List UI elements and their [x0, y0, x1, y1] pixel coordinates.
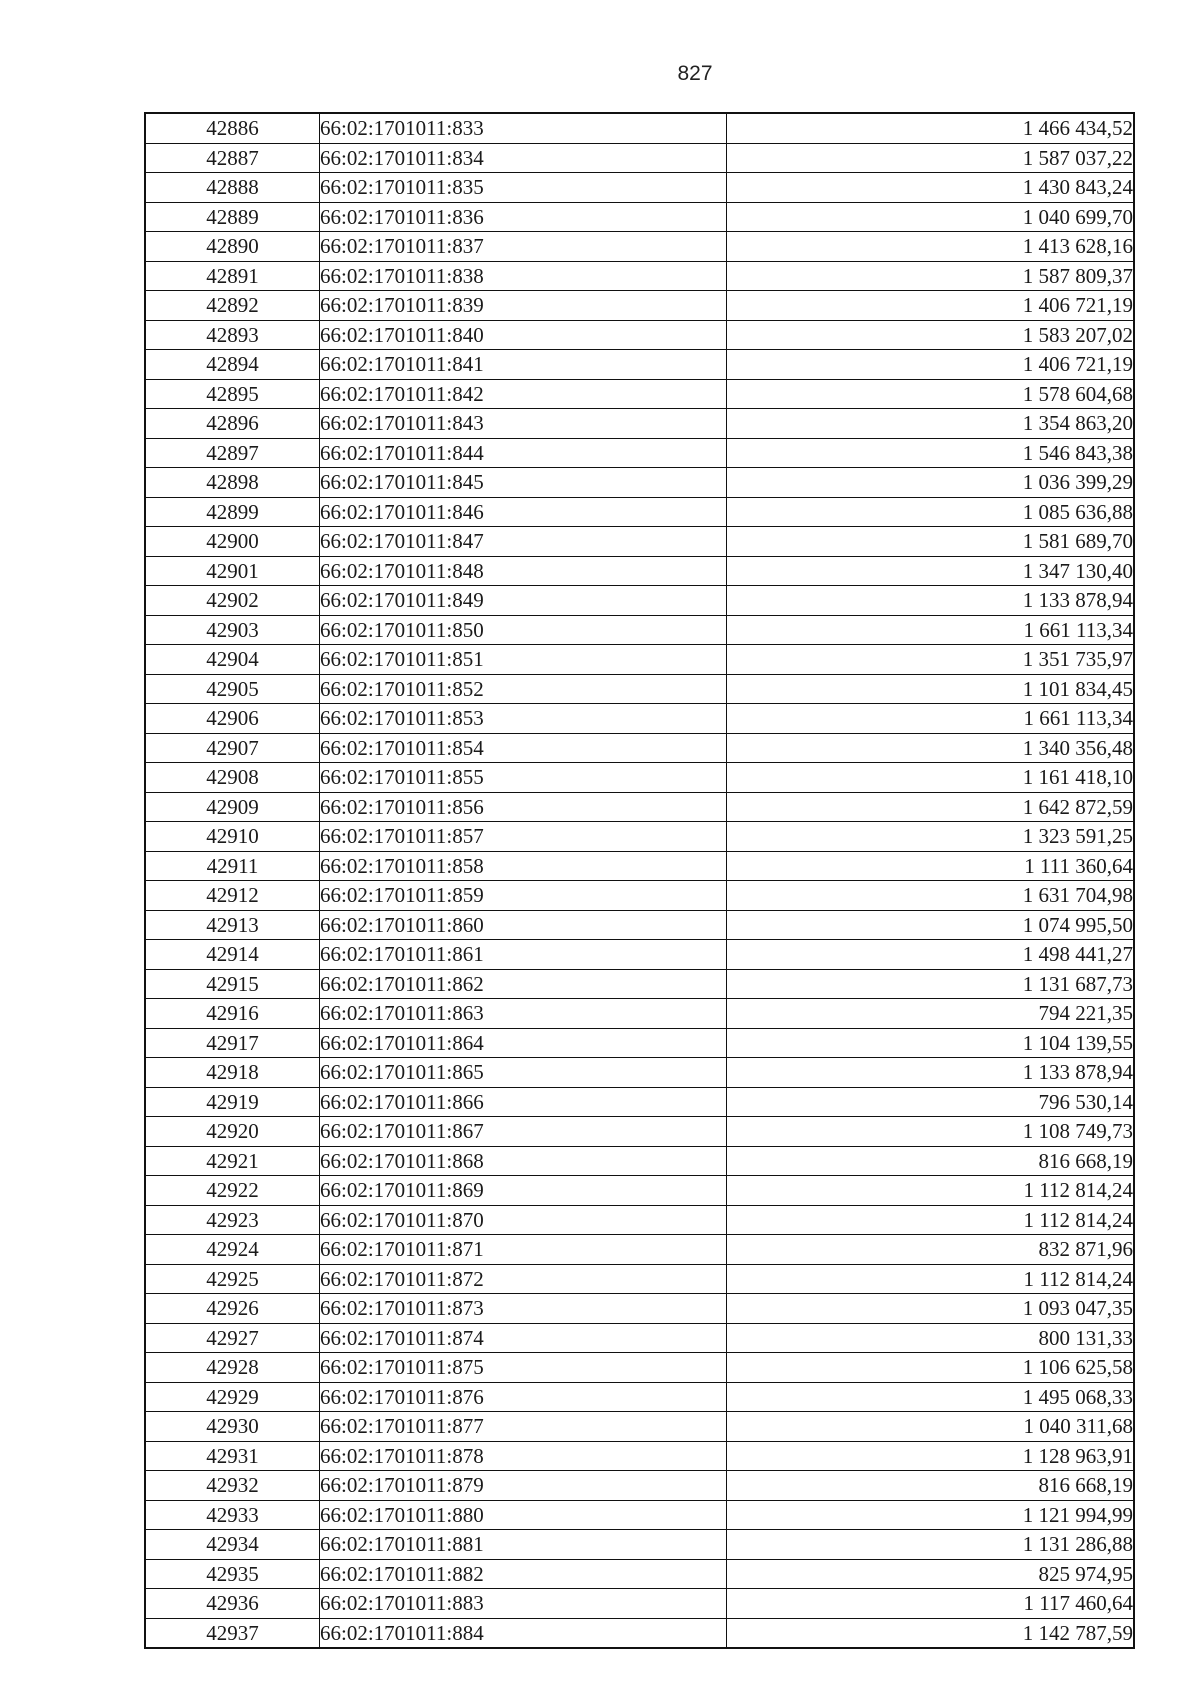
cadastral-value-cell: 1 495 068,33 — [727, 1382, 1135, 1412]
table-row — [145, 1618, 1134, 1648]
cadastral-value-cell: 796 530,14 — [727, 1087, 1135, 1117]
row-number-cell: 42918 — [145, 1058, 320, 1088]
table-row — [145, 674, 1134, 704]
cadastral-number-cell: 66:02:1701011:839 — [320, 291, 727, 321]
cadastral-number-cell: 66:02:1701011:867 — [320, 1117, 727, 1147]
cadastral-number-cell: 66:02:1701011:841 — [320, 350, 727, 380]
row-number-cell: 42898 — [145, 468, 320, 498]
row-number-cell: 42933 — [145, 1500, 320, 1530]
table-row — [145, 1382, 1134, 1412]
table-row — [145, 438, 1134, 468]
row-number-cell: 42907 — [145, 733, 320, 763]
cadastral-number-cell: 66:02:1701011:834 — [320, 143, 727, 173]
cadastral-value-cell: 825 974,95 — [727, 1559, 1135, 1589]
table-row — [145, 704, 1134, 734]
row-number-cell: 42929 — [145, 1382, 320, 1412]
cadastral-number-cell: 66:02:1701011:838 — [320, 261, 727, 291]
table-row — [145, 1058, 1134, 1088]
row-number-cell: 42934 — [145, 1530, 320, 1560]
cadastral-value-cell: 1 128 963,91 — [727, 1441, 1135, 1471]
cadastral-number-cell: 66:02:1701011:862 — [320, 969, 727, 999]
row-number-cell: 42919 — [145, 1087, 320, 1117]
cadastral-value-cell: 1 430 843,24 — [727, 173, 1135, 203]
cadastral-value-cell: 1 578 604,68 — [727, 379, 1135, 409]
cadastral-value-cell: 800 131,33 — [727, 1323, 1135, 1353]
row-number-cell: 42896 — [145, 409, 320, 439]
cadastral-value-cell: 1 406 721,19 — [727, 350, 1135, 380]
table-row — [145, 1294, 1134, 1324]
table-row — [145, 1589, 1134, 1619]
row-number-cell: 42936 — [145, 1589, 320, 1619]
cadastral-number-cell: 66:02:1701011:859 — [320, 881, 727, 911]
cadastral-number-cell: 66:02:1701011:843 — [320, 409, 727, 439]
cadastral-number-cell: 66:02:1701011:872 — [320, 1264, 727, 1294]
cadastral-value-cell: 1 111 360,64 — [727, 851, 1135, 881]
table-row — [145, 1146, 1134, 1176]
row-number-cell: 42890 — [145, 232, 320, 262]
table-row — [145, 969, 1134, 999]
cadastral-value-cell: 1 112 814,24 — [727, 1264, 1135, 1294]
cadastral-value-cell: 1 583 207,02 — [727, 320, 1135, 350]
cadastral-number-cell: 66:02:1701011:861 — [320, 940, 727, 970]
table-row — [145, 1500, 1134, 1530]
row-number-cell: 42909 — [145, 792, 320, 822]
cadastral-number-cell: 66:02:1701011:878 — [320, 1441, 727, 1471]
row-number-cell: 42908 — [145, 763, 320, 793]
row-number-cell: 42911 — [145, 851, 320, 881]
cadastral-number-cell: 66:02:1701011:835 — [320, 173, 727, 203]
row-number-cell: 42913 — [145, 910, 320, 940]
row-number-cell: 42923 — [145, 1205, 320, 1235]
cadastral-value-cell: 1 347 130,40 — [727, 556, 1135, 586]
cadastral-number-cell: 66:02:1701011:866 — [320, 1087, 727, 1117]
table-row — [145, 350, 1134, 380]
cadastral-number-cell: 66:02:1701011:873 — [320, 1294, 727, 1324]
cadastral-value-cell: 1 323 591,25 — [727, 822, 1135, 852]
row-number-cell: 42920 — [145, 1117, 320, 1147]
row-number-cell: 42905 — [145, 674, 320, 704]
cadastral-value-cell: 1 161 418,10 — [727, 763, 1135, 793]
cadastral-number-cell: 66:02:1701011:864 — [320, 1028, 727, 1058]
cadastral-value-cell: 816 668,19 — [727, 1146, 1135, 1176]
table-row — [145, 940, 1134, 970]
cadastral-number-cell: 66:02:1701011:853 — [320, 704, 727, 734]
cadastral-value-cell: 794 221,35 — [727, 999, 1135, 1029]
row-number-cell: 42906 — [145, 704, 320, 734]
cadastral-value-cell: 1 112 814,24 — [727, 1176, 1135, 1206]
table-row — [145, 851, 1134, 881]
row-number-cell: 42889 — [145, 202, 320, 232]
cadastral-value-cell: 1 104 139,55 — [727, 1028, 1135, 1058]
cadastral-number-cell: 66:02:1701011:849 — [320, 586, 727, 616]
table-row — [145, 173, 1134, 203]
cadastral-number-cell: 66:02:1701011:880 — [320, 1500, 727, 1530]
cadastral-number-cell: 66:02:1701011:877 — [320, 1412, 727, 1442]
cadastral-value-cell: 832 871,96 — [727, 1235, 1135, 1265]
cadastral-value-cell: 1 587 809,37 — [727, 261, 1135, 291]
row-number-cell: 42914 — [145, 940, 320, 970]
cadastral-value-cell: 1 131 687,73 — [727, 969, 1135, 999]
table-row — [145, 1028, 1134, 1058]
table-row — [145, 1412, 1134, 1442]
cadastral-number-cell: 66:02:1701011:851 — [320, 645, 727, 675]
cadastral-value-cell: 816 668,19 — [727, 1471, 1135, 1501]
row-number-cell: 42901 — [145, 556, 320, 586]
cadastral-number-cell: 66:02:1701011:882 — [320, 1559, 727, 1589]
table-row — [145, 1323, 1134, 1353]
row-number-cell: 42903 — [145, 615, 320, 645]
cadastral-number-cell: 66:02:1701011:869 — [320, 1176, 727, 1206]
row-number-cell: 42887 — [145, 143, 320, 173]
row-number-cell: 42931 — [145, 1441, 320, 1471]
cadastral-number-cell: 66:02:1701011:840 — [320, 320, 727, 350]
cadastral-value-table — [144, 112, 1135, 1649]
table-row — [145, 261, 1134, 291]
cadastral-value-cell: 1 340 356,48 — [727, 733, 1135, 763]
table-row — [145, 468, 1134, 498]
cadastral-number-cell: 66:02:1701011:863 — [320, 999, 727, 1029]
cadastral-value-cell: 1 133 878,94 — [727, 586, 1135, 616]
row-number-cell: 42916 — [145, 999, 320, 1029]
row-number-cell: 42895 — [145, 379, 320, 409]
table-row — [145, 1441, 1134, 1471]
cadastral-number-cell: 66:02:1701011:852 — [320, 674, 727, 704]
row-number-cell: 42893 — [145, 320, 320, 350]
cadastral-number-cell: 66:02:1701011:842 — [320, 379, 727, 409]
row-number-cell: 42932 — [145, 1471, 320, 1501]
table-row — [145, 320, 1134, 350]
table-row — [145, 113, 1134, 143]
row-number-cell: 42888 — [145, 173, 320, 203]
cadastral-value-cell: 1 133 878,94 — [727, 1058, 1135, 1088]
table-row — [145, 733, 1134, 763]
table-row — [145, 379, 1134, 409]
cadastral-value-cell: 1 581 689,70 — [727, 527, 1135, 557]
table-row — [145, 1559, 1134, 1589]
cadastral-value-cell: 1 587 037,22 — [727, 143, 1135, 173]
cadastral-number-cell: 66:02:1701011:860 — [320, 910, 727, 940]
table-row — [145, 792, 1134, 822]
table-row — [145, 1235, 1134, 1265]
cadastral-number-cell: 66:02:1701011:855 — [320, 763, 727, 793]
cadastral-value-cell: 1 085 636,88 — [727, 497, 1135, 527]
table-row — [145, 1471, 1134, 1501]
table-row — [145, 910, 1134, 940]
cadastral-number-cell: 66:02:1701011:870 — [320, 1205, 727, 1235]
table-row — [145, 763, 1134, 793]
cadastral-value-cell: 1 351 735,97 — [727, 645, 1135, 675]
table-row — [145, 1117, 1134, 1147]
table-row — [145, 822, 1134, 852]
cadastral-value-cell: 1 101 834,45 — [727, 674, 1135, 704]
cadastral-number-cell: 66:02:1701011:837 — [320, 232, 727, 262]
cadastral-number-cell: 66:02:1701011:883 — [320, 1589, 727, 1619]
row-number-cell: 42904 — [145, 645, 320, 675]
cadastral-value-cell: 1 074 995,50 — [727, 910, 1135, 940]
cadastral-value-cell: 1 466 434,52 — [727, 113, 1135, 143]
row-number-cell: 42922 — [145, 1176, 320, 1206]
row-number-cell: 42928 — [145, 1353, 320, 1383]
cadastral-number-cell: 66:02:1701011:879 — [320, 1471, 727, 1501]
row-number-cell: 42937 — [145, 1618, 320, 1648]
cadastral-value-cell: 1 036 399,29 — [727, 468, 1135, 498]
table-row — [145, 1087, 1134, 1117]
row-number-cell: 42926 — [145, 1294, 320, 1324]
cadastral-value-cell: 1 661 113,34 — [727, 704, 1135, 734]
cadastral-value-cell: 1 546 843,38 — [727, 438, 1135, 468]
cadastral-number-cell: 66:02:1701011:836 — [320, 202, 727, 232]
row-number-cell: 42935 — [145, 1559, 320, 1589]
cadastral-value-cell: 1 642 872,59 — [727, 792, 1135, 822]
row-number-cell: 42892 — [145, 291, 320, 321]
table-row — [145, 586, 1134, 616]
cadastral-number-cell: 66:02:1701011:865 — [320, 1058, 727, 1088]
row-number-cell: 42921 — [145, 1146, 320, 1176]
cadastral-number-cell: 66:02:1701011:858 — [320, 851, 727, 881]
cadastral-value-cell: 1 093 047,35 — [727, 1294, 1135, 1324]
cadastral-value-cell: 1 131 286,88 — [727, 1530, 1135, 1560]
row-number-cell: 42917 — [145, 1028, 320, 1058]
cadastral-number-cell: 66:02:1701011:854 — [320, 733, 727, 763]
cadastral-value-cell: 1 406 721,19 — [727, 291, 1135, 321]
row-number-cell: 42886 — [145, 113, 320, 143]
cadastral-value-cell: 1 631 704,98 — [727, 881, 1135, 911]
page-number: 827 — [677, 62, 713, 85]
table-row — [145, 497, 1134, 527]
cadastral-number-cell: 66:02:1701011:874 — [320, 1323, 727, 1353]
cadastral-value-cell: 1 661 113,34 — [727, 615, 1135, 645]
cadastral-value-cell: 1 121 994,99 — [727, 1500, 1135, 1530]
table-row — [145, 232, 1134, 262]
cadastral-value-cell: 1 413 628,16 — [727, 232, 1135, 262]
cadastral-number-cell: 66:02:1701011:846 — [320, 497, 727, 527]
table-row — [145, 291, 1134, 321]
cadastral-value-cell: 1 142 787,59 — [727, 1618, 1135, 1648]
cadastral-value-cell: 1 040 699,70 — [727, 202, 1135, 232]
cadastral-number-cell: 66:02:1701011:881 — [320, 1530, 727, 1560]
row-number-cell: 42900 — [145, 527, 320, 557]
cadastral-number-cell: 66:02:1701011:856 — [320, 792, 727, 822]
cadastral-number-cell: 66:02:1701011:847 — [320, 527, 727, 557]
table-row — [145, 527, 1134, 557]
table-row — [145, 999, 1134, 1029]
cadastral-number-cell: 66:02:1701011:857 — [320, 822, 727, 852]
cadastral-number-cell: 66:02:1701011:875 — [320, 1353, 727, 1383]
cadastral-number-cell: 66:02:1701011:876 — [320, 1382, 727, 1412]
table-row — [145, 1264, 1134, 1294]
cadastral-number-cell: 66:02:1701011:845 — [320, 468, 727, 498]
row-number-cell: 42910 — [145, 822, 320, 852]
table-row — [145, 1176, 1134, 1206]
cadastral-value-cell: 1 498 441,27 — [727, 940, 1135, 970]
table-row — [145, 881, 1134, 911]
row-number-cell: 42925 — [145, 1264, 320, 1294]
table-row — [145, 202, 1134, 232]
table-row — [145, 143, 1134, 173]
row-number-cell: 42912 — [145, 881, 320, 911]
cadastral-value-cell: 1 108 749,73 — [727, 1117, 1135, 1147]
row-number-cell: 42891 — [145, 261, 320, 291]
cadastral-number-cell: 66:02:1701011:868 — [320, 1146, 727, 1176]
row-number-cell: 42930 — [145, 1412, 320, 1442]
table-row — [145, 1205, 1134, 1235]
cadastral-value-cell: 1 040 311,68 — [727, 1412, 1135, 1442]
row-number-cell: 42924 — [145, 1235, 320, 1265]
table-row — [145, 1530, 1134, 1560]
table-row — [145, 1353, 1134, 1383]
row-number-cell: 42927 — [145, 1323, 320, 1353]
cadastral-number-cell: 66:02:1701011:850 — [320, 615, 727, 645]
row-number-cell: 42915 — [145, 969, 320, 999]
cadastral-value-cell: 1 112 814,24 — [727, 1205, 1135, 1235]
cadastral-value-cell: 1 117 460,64 — [727, 1589, 1135, 1619]
cadastral-value-cell: 1 354 863,20 — [727, 409, 1135, 439]
cadastral-number-cell: 66:02:1701011:884 — [320, 1618, 727, 1648]
cadastral-number-cell: 66:02:1701011:844 — [320, 438, 727, 468]
row-number-cell: 42894 — [145, 350, 320, 380]
cadastral-number-cell: 66:02:1701011:848 — [320, 556, 727, 586]
table-body — [145, 113, 1134, 1648]
cadastral-number-cell: 66:02:1701011:871 — [320, 1235, 727, 1265]
table-row — [145, 615, 1134, 645]
row-number-cell: 42899 — [145, 497, 320, 527]
cadastral-value-cell: 1 106 625,58 — [727, 1353, 1135, 1383]
row-number-cell: 42897 — [145, 438, 320, 468]
cadastral-number-cell: 66:02:1701011:833 — [320, 113, 727, 143]
table-row — [145, 409, 1134, 439]
table-row — [145, 556, 1134, 586]
table-row — [145, 645, 1134, 675]
row-number-cell: 42902 — [145, 586, 320, 616]
